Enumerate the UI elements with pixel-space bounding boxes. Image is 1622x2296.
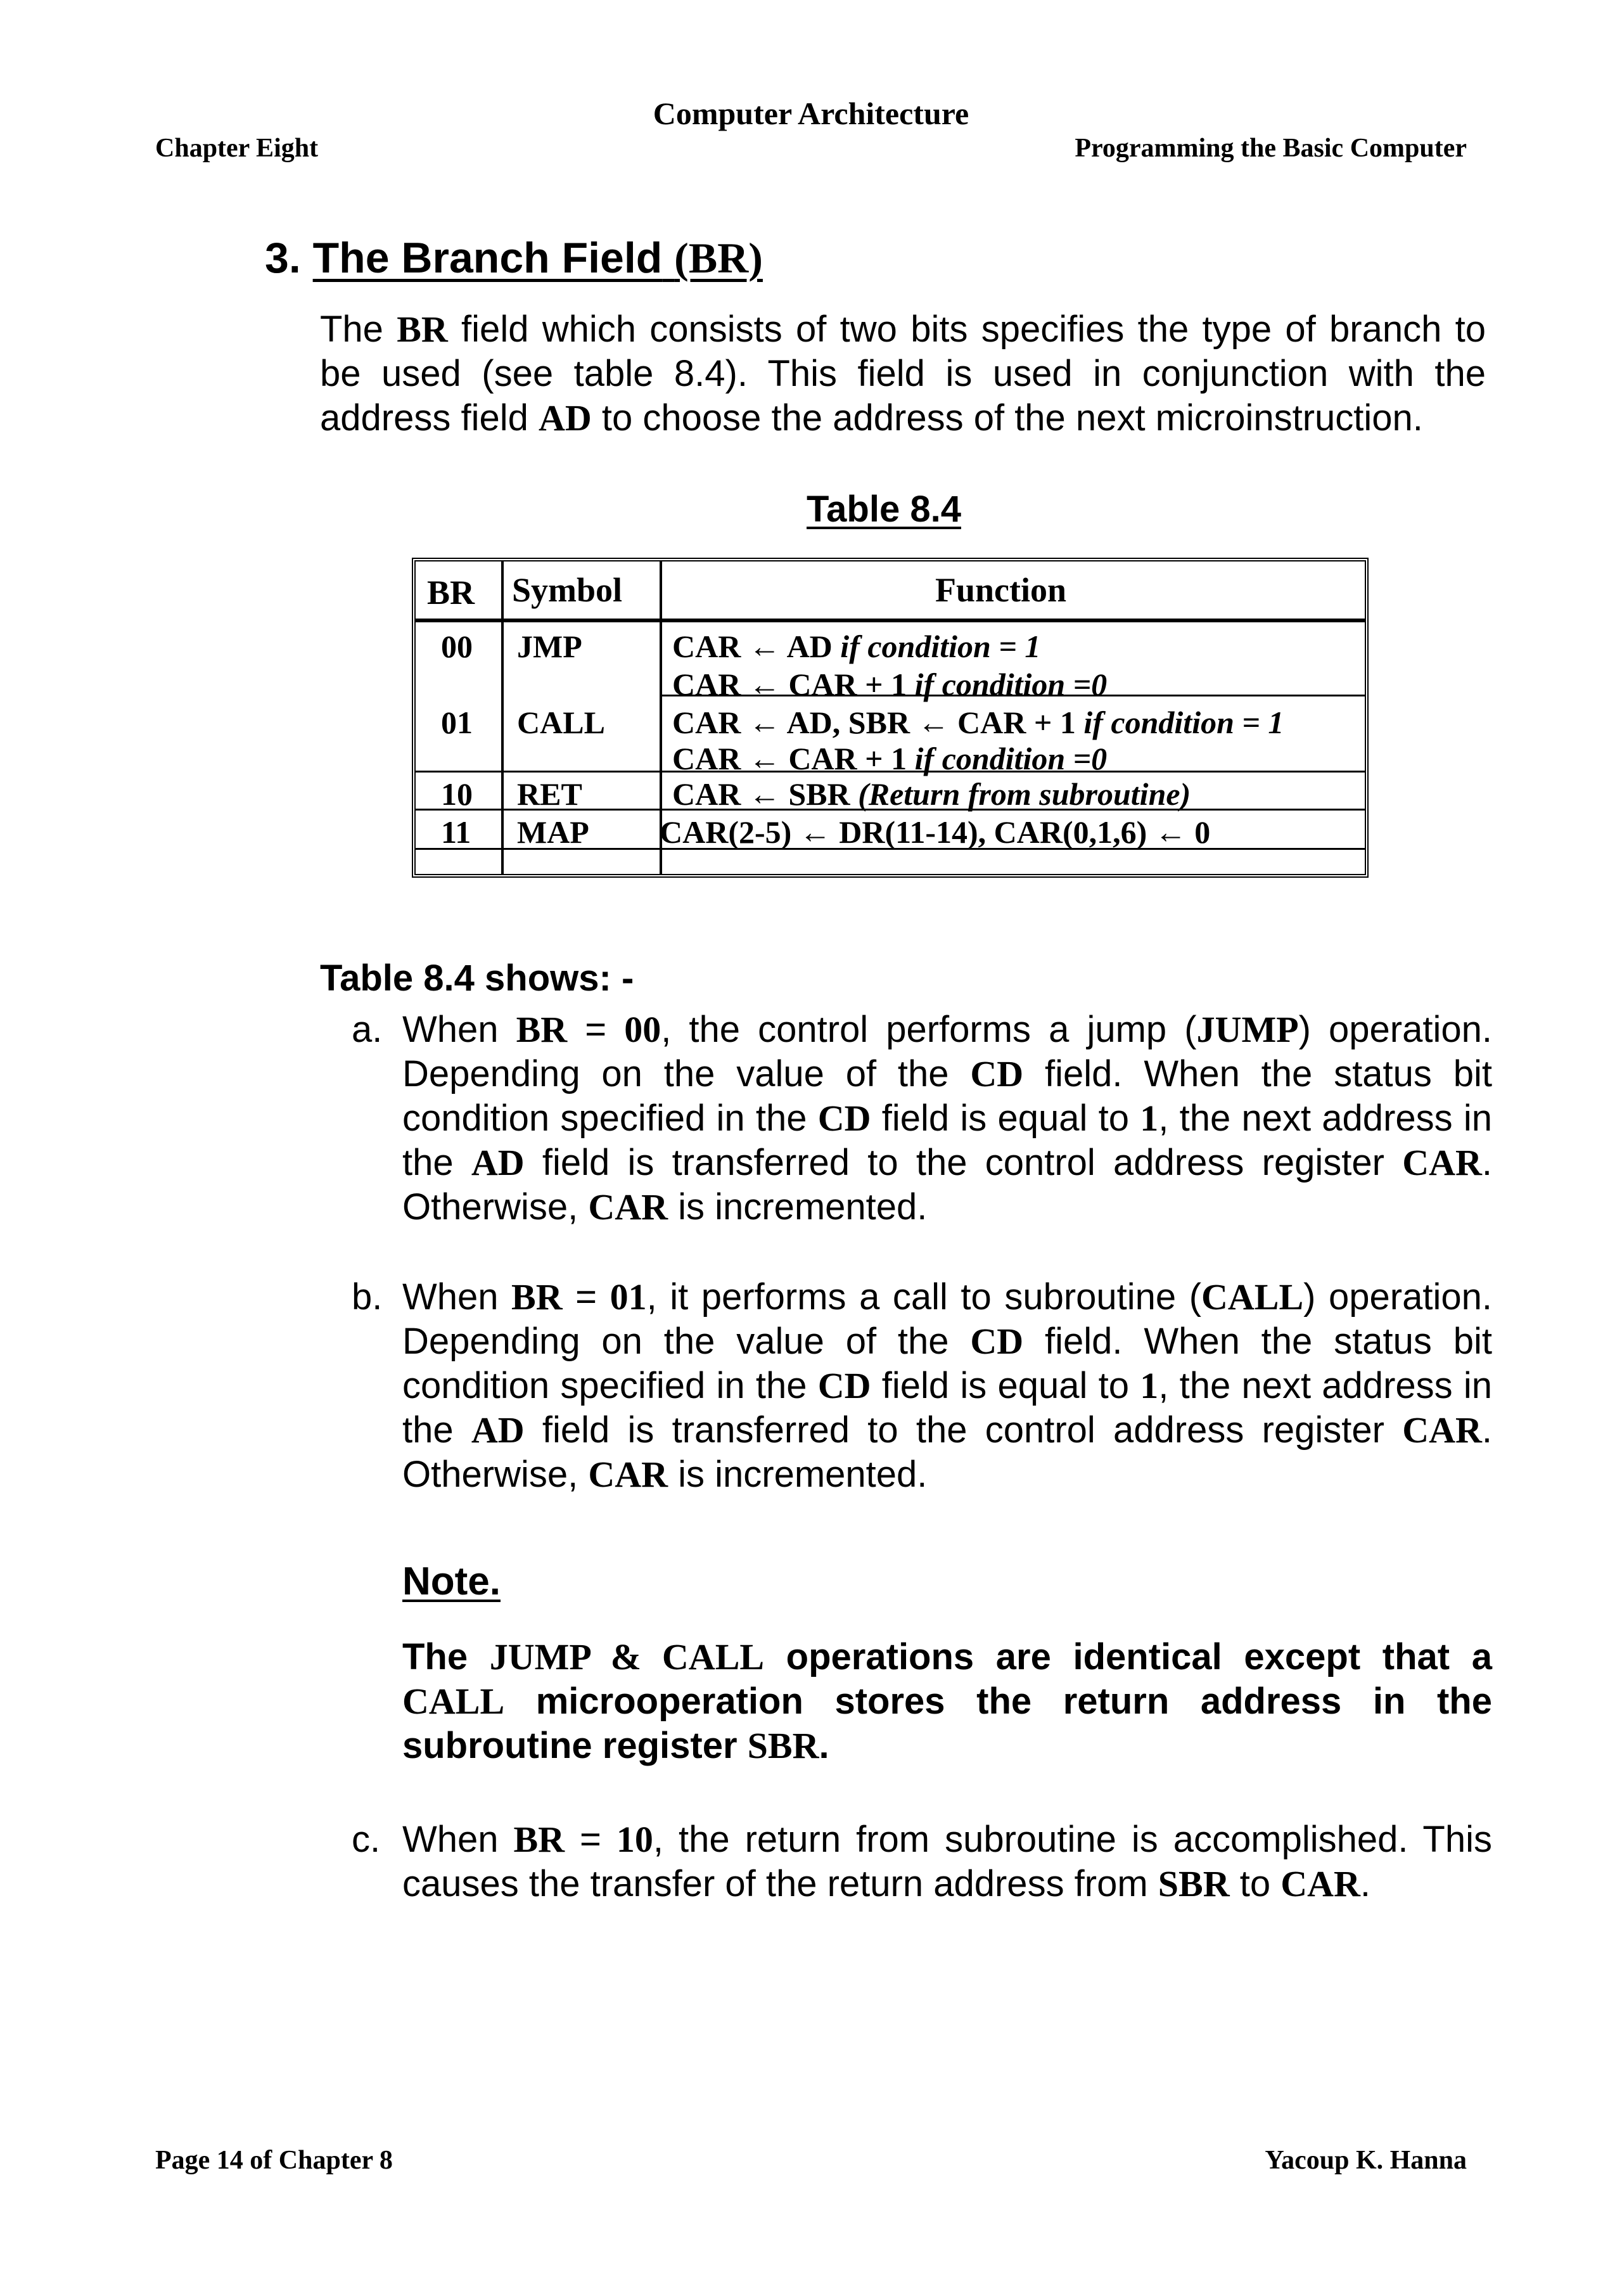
section-title [265,233,763,283]
table-shows-heading: Table 8.4 shows: - [320,958,634,999]
list-item-a [352,1008,1492,1229]
footer-page-number: Page 14 of Chapter 8 [155,2146,393,2175]
table-cell-br: 11 [441,814,471,850]
table-header-br: BR [427,574,475,612]
header-topic: Programming the Basic Computer [1075,134,1467,163]
list-marker: a. [352,1009,383,1050]
table-cell-function: CAR ← CAR + 1 if condition =0 [672,667,1108,702]
list-item-c [352,1818,1492,1906]
list-item-text: When BR = 01, it performs a call to subroutine (CALL) operation. Depending on the value of the CD field. When the status bit condition specified in the CD field is equal to 1, the next address in the AD field is transferred to the control address register CAR. Otherwise, CAR is incremented. [402,1276,1493,1495]
table-cell-function: CAR ← AD if condition = 1 [672,629,1041,664]
table-cell-br: 10 [441,776,473,812]
list-marker: c. [352,1819,381,1860]
table-cell-function: CAR ← CAR + 1 if condition =0 [672,741,1108,776]
list-marker: b. [352,1276,383,1318]
note-title: Note. [402,1560,501,1603]
table-cell-br: 01 [441,705,473,740]
table-cell-symbol: JMP [517,629,582,664]
table-cell-symbol: MAP [517,814,589,850]
table-header-symbol: Symbol [512,571,623,609]
section-number: 3. [265,234,301,282]
table-cell-function: CAR ← SBR (Return from subroutine) [672,776,1191,812]
branch-table [412,558,1369,878]
table-cell-symbol: RET [517,776,582,812]
note-body: The JUMP & CALL operations are identical except that a CALL microoperation stores the return address in the subroutine register SBR. [402,1636,1492,1766]
section-title-text: The Branch Field (BR) [312,234,763,282]
footer-author: Yacoup K. Hanna [1265,2146,1467,2175]
list-item-text: When BR = 10, the return from subroutine is accomplished. This causes the transfer of the return address from SBR to CAR. [402,1819,1492,1904]
table-cell-function: CAR ← AD, SBR ← CAR + 1 if condition = 1 [672,705,1284,740]
intro-paragraph: The BR field which consists of two bits specifies the type of branch to be used (see table 8.4). This field is used in conjunction with the address field AD to choose the address of the next microinstruction. [320,309,1486,439]
table-cell-symbol: CALL [517,705,605,740]
list-item-text: When BR = 00, the control performs a jump (JUMP) operation. Depending on the value of the CD field. When the status bit condition specified in the CD field is equal to 1, the next address in the AD field is transferred to the control address register CAR. Otherwise, CAR is incremented. [402,1009,1493,1228]
table-cell-br: 00 [441,629,473,664]
list-item-b [352,1275,1492,1497]
header-chapter: Chapter Eight [155,134,319,163]
table-header-function: Function [935,571,1067,609]
table-caption: Table 8.4 [807,489,961,530]
table-cell-function: CAR(2-5) ← DR(11-14), CAR(0,1,6) ← 0 [660,814,1211,850]
header-title: Computer Architecture [653,96,969,131]
